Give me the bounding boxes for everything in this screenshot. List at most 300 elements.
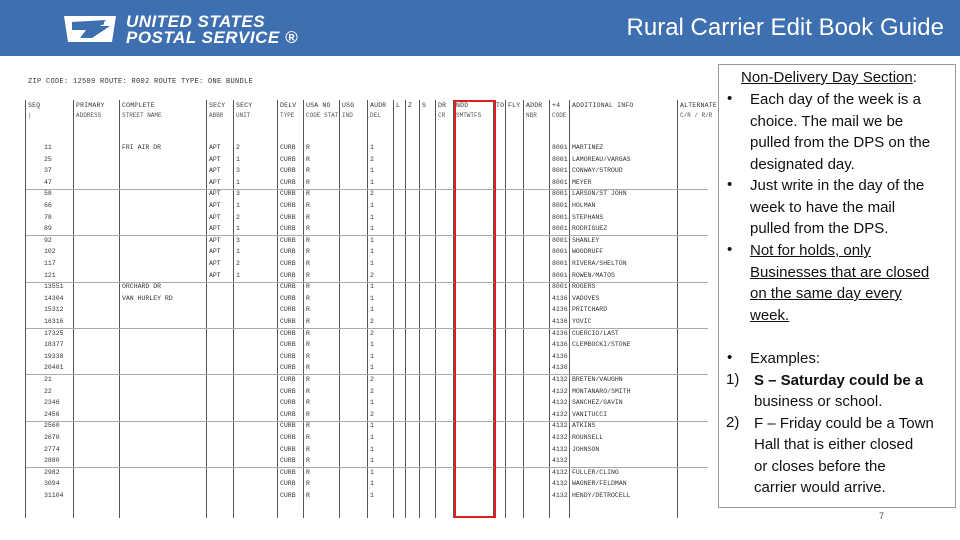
table-cell: 31104 [44, 492, 64, 499]
table-cell: 25 [44, 155, 52, 163]
table-cell: 37 [44, 167, 52, 175]
table-cell: CURB [280, 225, 296, 233]
table-cell: R [306, 178, 310, 186]
table-cell: CURB [280, 202, 296, 209]
logo-line2: POSTAL SERVICE ® [126, 28, 298, 47]
table-cell: 8001 [552, 155, 568, 163]
table-cell: 4136 [552, 294, 568, 302]
example-2-line-2: Hall that is either closed [754, 436, 914, 453]
table-cell: PRITCHARD [572, 306, 608, 314]
table-cell: 1 [370, 492, 374, 499]
column-header: SECY [236, 102, 253, 109]
bullet-1-line-3: pulled from the DPS on the [750, 134, 931, 151]
table-cell: 15312 [44, 306, 64, 314]
bullet-2-line-2: week to have the mail [750, 199, 896, 216]
table-cell: 2 [370, 329, 374, 337]
table-cell: R [306, 318, 310, 325]
column-divider [549, 100, 550, 518]
example-2-line-4: carrier would arrive. [754, 479, 886, 496]
column-header: ADDR [526, 102, 543, 109]
column-subheader: IND [342, 112, 353, 119]
table-cell: APT [209, 178, 221, 186]
eagle-icon [62, 12, 118, 46]
bullet-mark: • [727, 349, 733, 366]
table-cell: 4136 [552, 329, 568, 337]
table-cell: FULLER/CLING [572, 468, 619, 476]
table-cell: CURB [280, 248, 296, 256]
table-cell: CURB [280, 178, 296, 186]
table-cell: R [306, 225, 310, 233]
column-divider [303, 100, 304, 518]
table-cell: 2456 [44, 410, 60, 418]
table-cell: 13551 [44, 283, 64, 291]
column-subheader: | [28, 112, 32, 119]
table-cell: APT [209, 225, 221, 233]
table-cell: APT [209, 236, 221, 244]
table-cell: 1 [370, 144, 374, 151]
table-cell: CURB [280, 410, 296, 418]
table-cell: R [306, 341, 310, 349]
table-cell: APT [209, 190, 221, 198]
table-cell: CURB [280, 294, 296, 302]
table-cell: CURB [280, 352, 296, 360]
row-divider [26, 235, 708, 236]
example-1-line-1: S – Saturday could be a [754, 372, 924, 389]
column-header: SECY [209, 102, 226, 109]
notes-panel [718, 64, 956, 521]
column-header: ALTERNATE [680, 102, 717, 109]
table-cell: ROGERS [572, 283, 596, 291]
table-cell: R [306, 329, 310, 337]
table-cell: 1 [370, 434, 374, 441]
column-divider [419, 100, 420, 518]
table-cell: 2 [370, 376, 374, 383]
table-cell: 4132 [552, 457, 568, 465]
table-cell: 4132 [552, 410, 568, 418]
table-cell: 4132 [552, 422, 568, 430]
table-cell: VADOVES [572, 294, 600, 302]
table-cell: 8001 [552, 283, 568, 291]
table-cell: R [306, 144, 310, 151]
column-divider [277, 100, 278, 518]
column-divider [405, 100, 406, 518]
table-cell: APT [209, 167, 221, 175]
table-cell: R [306, 213, 310, 221]
column-subheader: SMTWTFS [456, 112, 482, 119]
column-divider [393, 100, 394, 518]
table-cell: 1 [370, 213, 374, 221]
table-cell: R [306, 445, 310, 453]
table-cell: HOLMAN [572, 202, 596, 209]
table-cell: YOVIC [572, 318, 592, 325]
table-cell: STEPHANS [572, 213, 604, 221]
column-divider [523, 100, 524, 518]
table-cell: R [306, 202, 310, 209]
table-cell: CURB [280, 480, 296, 488]
table-cell: APT [209, 260, 221, 267]
table-cell: 2 [370, 318, 374, 325]
notes-title: Non-Delivery Day Section: [741, 69, 917, 86]
scan-top-line: ZIP CODE: 12509 ROUTE: R002 ROUTE TYPE: ONE BUNDLE [28, 78, 254, 86]
table-cell: 2 [236, 213, 240, 221]
table-cell: R [306, 422, 310, 430]
table-cell: ROWEN/MATOS [572, 271, 615, 279]
column-divider [505, 100, 506, 518]
table-cell: MEYER [572, 178, 592, 186]
table-cell: MARTINEZ [572, 144, 604, 151]
table-cell: 4136 [552, 352, 568, 360]
table-cell: 2 [370, 410, 374, 418]
table-cell: 3 [236, 236, 240, 244]
table-cell: 58 [44, 190, 52, 198]
table-cell: CURB [280, 364, 296, 372]
table-cell: APT [209, 271, 221, 279]
table-cell: 4136 [552, 318, 568, 325]
column-header: S [422, 102, 427, 109]
table-cell: 8001 [552, 202, 568, 209]
column-header: +4 [552, 102, 561, 109]
table-cell: 92 [44, 236, 52, 244]
table-cell: 121 [44, 271, 56, 279]
table-cell: 1 [236, 225, 240, 233]
table-cell: 89 [44, 225, 52, 233]
table-cell: 11 [44, 144, 52, 151]
table-cell: 22 [44, 387, 52, 395]
table-cell: VAN HURLEY RD [122, 294, 173, 302]
table-cell: 1 [370, 480, 374, 488]
table-cell: R [306, 468, 310, 476]
table-cell: CURB [280, 144, 296, 151]
table-cell: 8001 [552, 190, 568, 198]
table-cell: R [306, 434, 310, 441]
table-cell: 21 [44, 376, 52, 383]
bullet-1-line-1: Each day of the week is a [750, 91, 921, 108]
table-cell: 1 [236, 271, 240, 279]
table-cell: CONWAY/STROUD [572, 167, 623, 175]
bullet-4-text: Examples: [750, 350, 821, 367]
page-title: Rural Carrier Edit Book Guide [626, 14, 944, 41]
bullet-3-line-4: week. [750, 307, 790, 324]
column-subheader: CODE STAT [306, 112, 339, 119]
table-cell: 3 [236, 167, 240, 175]
column-subheader: CR [438, 112, 446, 119]
table-cell: 1 [370, 468, 374, 476]
table-cell: 4132 [552, 492, 568, 499]
table-cell: 4132 [552, 376, 568, 383]
example-1-line-2: business or school. [754, 393, 883, 410]
table-cell: 1 [370, 283, 374, 291]
table-cell: 18377 [44, 341, 64, 349]
table-cell: 1 [370, 294, 374, 302]
table-cell: 2774 [44, 445, 60, 453]
column-divider [435, 100, 436, 518]
column-subheader: UNIT [236, 112, 251, 119]
column-divider [367, 100, 368, 518]
column-divider [73, 100, 74, 518]
table-cell: 1 [370, 341, 374, 349]
table-cell: CURB [280, 434, 296, 441]
table-cell: 1 [370, 457, 374, 465]
table-cell: 1 [370, 236, 374, 244]
column-divider [233, 100, 234, 518]
table-cell: R [306, 457, 310, 465]
table-cell: SHANLEY [572, 236, 600, 244]
table-cell: 2 [236, 144, 240, 151]
column-header: ADDITIONAL INFO [572, 102, 634, 109]
column-header: DR [438, 102, 447, 109]
bullet-3-line-3: on the same day every [750, 285, 902, 302]
column-divider [677, 100, 678, 518]
table-cell: CURB [280, 445, 296, 453]
example-2-line-1: F – Friday could be a Town [754, 415, 934, 432]
bullet-mark: • [727, 90, 733, 107]
bullet-3-line-2: Businesses that are closed [750, 264, 930, 281]
table-cell: CURB [280, 399, 296, 407]
table-cell: R [306, 190, 310, 198]
column-header: PRIMARY [76, 102, 105, 109]
table-cell: 8001 [552, 178, 568, 186]
table-cell: CURB [280, 190, 296, 198]
column-header: FLY [508, 102, 521, 109]
ndd-column-highlight [454, 100, 496, 518]
table-cell: ROUNSELL [572, 434, 604, 441]
table-cell: CURB [280, 271, 296, 279]
table-cell: 1 [370, 167, 374, 175]
table-cell: 8001 [552, 167, 568, 175]
column-subheader: CODE [552, 112, 567, 119]
table-cell: 2346 [44, 399, 60, 407]
bullet-3-line-1: Not for holds, only [750, 242, 871, 259]
table-cell: R [306, 271, 310, 279]
table-cell: 2 [236, 260, 240, 267]
table-cell: ATKINS [572, 422, 596, 430]
table-cell: 8001 [552, 236, 568, 244]
table-cell: 16316 [44, 318, 64, 325]
table-cell: 1 [370, 306, 374, 314]
column-subheader: DEL [370, 112, 381, 119]
table-cell: R [306, 306, 310, 314]
table-cell: 2 [370, 155, 374, 163]
table-cell: 1 [370, 364, 374, 372]
table-cell: CURB [280, 260, 296, 267]
table-cell: 1 [370, 422, 374, 430]
table-cell: 8001 [552, 144, 568, 151]
column-subheader: ADDRESS [76, 112, 102, 119]
bullet-mark: • [727, 176, 733, 193]
table-cell: R [306, 294, 310, 302]
column-divider [339, 100, 340, 518]
table-cell: APT [209, 144, 221, 151]
table-cell: CURB [280, 318, 296, 325]
table-cell: R [306, 410, 310, 418]
table-cell: 4132 [552, 387, 568, 395]
logo-line1: UNITED STATES [126, 12, 266, 31]
table-cell: CURB [280, 155, 296, 163]
table-cell: R [306, 236, 310, 244]
table-cell: R [306, 260, 310, 267]
table-cell: CURB [280, 213, 296, 221]
table-cell: CURB [280, 376, 296, 383]
table-cell: 2880 [44, 457, 60, 465]
column-header: USG [342, 102, 355, 109]
table-cell: 1 [370, 178, 374, 186]
example-1-number: 1) [726, 371, 740, 388]
bullet-1-line-4: designated day. [750, 156, 855, 173]
table-cell: 102 [44, 248, 56, 256]
column-header: TO [496, 102, 505, 109]
table-cell: 3094 [44, 480, 60, 488]
table-cell: R [306, 283, 310, 291]
example-2-line-3: or closes before the [754, 458, 886, 475]
table-cell: ORCHARD DR [122, 283, 162, 291]
bullet-2-line-3: pulled from the DPS. [750, 220, 889, 237]
table-cell: 1 [370, 352, 374, 360]
table-cell: 1 [370, 445, 374, 453]
table-cell: 20401 [44, 364, 64, 372]
column-header: DELV [280, 102, 297, 109]
table-cell: SANCHEZ/GAVIN [572, 399, 623, 407]
column-divider [119, 100, 120, 518]
table-cell: LARSON/ST JOHN [572, 190, 627, 198]
table-cell: HENDY/DETROCELL [572, 492, 631, 499]
row-divider [26, 421, 708, 422]
column-subheader: TYPE [280, 112, 295, 119]
table-cell: R [306, 352, 310, 360]
table-cell: WAGNER/FELDMAN [572, 480, 627, 488]
table-cell: CURB [280, 492, 296, 499]
table-cell: 1 [236, 248, 240, 256]
column-header: SEQ [28, 102, 41, 109]
column-subheader: NBR [526, 112, 537, 119]
table-cell: CURB [280, 329, 296, 337]
table-cell: R [306, 376, 310, 383]
table-cell: R [306, 387, 310, 395]
table-cell: R [306, 155, 310, 163]
column-header: USA NO [306, 102, 331, 109]
table-cell: 4132 [552, 480, 568, 488]
table-cell: CURB [280, 306, 296, 314]
table-cell: CURB [280, 236, 296, 244]
table-cell: FRI AIR DR [122, 144, 162, 151]
table-cell: APT [209, 248, 221, 256]
column-divider [206, 100, 207, 518]
column-header: COMPLETE [122, 102, 155, 109]
table-cell: 4136 [552, 364, 568, 372]
usps-logo [62, 12, 302, 46]
table-cell: 1 [370, 202, 374, 209]
table-cell: 8001 [552, 225, 568, 233]
table-cell: 17325 [44, 329, 64, 337]
table-cell: 117 [44, 260, 56, 267]
table-cell: R [306, 492, 310, 499]
table-cell: CUERCIO/LAST [572, 329, 619, 337]
bullet-mark: • [727, 241, 733, 258]
table-cell: 4132 [552, 399, 568, 407]
table-cell: 1 [236, 155, 240, 163]
table-cell: APT [209, 213, 221, 221]
table-cell: 8001 [552, 260, 568, 267]
table-cell: CURB [280, 341, 296, 349]
table-cell: 14304 [44, 294, 64, 302]
bullet-1-line-2: choice. The mail we be [750, 113, 904, 130]
table-cell: 1 [236, 202, 240, 209]
table-cell: 66 [44, 202, 52, 209]
table-cell: APT [209, 155, 221, 163]
table-cell: 2560 [44, 422, 60, 430]
table-cell: 1 [370, 399, 374, 407]
table-cell: 47 [44, 178, 52, 186]
column-divider [25, 100, 26, 518]
header-bar [0, 0, 960, 56]
table-cell: APT [209, 202, 221, 209]
table-cell: MONTANARO/SMITH [572, 387, 631, 395]
table-cell: R [306, 364, 310, 372]
table-cell: 1 [370, 260, 374, 267]
column-subheader: STREET NAME [122, 112, 162, 119]
table-cell: 4132 [552, 434, 568, 441]
table-cell: JOHNSON [572, 445, 600, 453]
example-2-number: 2) [726, 414, 740, 431]
table-cell: R [306, 480, 310, 488]
table-cell: 4132 [552, 445, 568, 453]
column-header: AUDR [370, 102, 387, 109]
column-header: L [396, 102, 401, 109]
table-cell: 4136 [552, 341, 568, 349]
table-cell: 8001 [552, 271, 568, 279]
table-cell: CURB [280, 167, 296, 175]
table-cell: CLEMBOCKI/STONE [572, 341, 631, 349]
table-cell: LAMOREAU/VARGAS [572, 155, 631, 163]
table-cell: BRETEN/VAUGHN [572, 376, 623, 383]
page-number: 7 [879, 511, 885, 521]
table-cell: 2 [370, 387, 374, 395]
table-cell: CURB [280, 283, 296, 291]
table-cell: CURB [280, 422, 296, 430]
table-cell: R [306, 248, 310, 256]
table-cell: 8001 [552, 213, 568, 221]
column-subheader: ABBR [209, 112, 224, 119]
bullet-2-line-1: Just write in the day of the [750, 177, 925, 194]
table-cell: CURB [280, 387, 296, 395]
table-cell: 2670 [44, 434, 60, 441]
table-cell: 2 [370, 190, 374, 198]
table-cell: CURB [280, 457, 296, 465]
table-cell: 1 [370, 248, 374, 256]
table-cell: RIVERA/SHELTON [572, 260, 627, 267]
table-cell: 19338 [44, 352, 64, 360]
column-divider [569, 100, 570, 518]
table-cell: 8001 [552, 248, 568, 256]
column-header: Z [408, 102, 413, 109]
table-cell: 4136 [552, 306, 568, 314]
table-cell: VANITUCCI [572, 410, 608, 418]
table-cell: WOODRUFF [572, 248, 604, 256]
table-cell: 4132 [552, 468, 568, 476]
table-cell: 2982 [44, 468, 60, 476]
table-cell: RODRIGUEZ [572, 225, 608, 233]
table-cell: R [306, 399, 310, 407]
table-cell: 3 [236, 190, 240, 198]
column-subheader: C/R / R/R [680, 112, 713, 119]
column-header: NDD [456, 102, 469, 109]
table-cell: 2 [370, 271, 374, 279]
table-cell: 78 [44, 213, 52, 221]
table-cell: CURB [280, 468, 296, 476]
table-cell: 1 [236, 178, 240, 186]
table-cell: 1 [370, 225, 374, 233]
table-cell: R [306, 167, 310, 175]
edit-book-scan [26, 70, 717, 518]
